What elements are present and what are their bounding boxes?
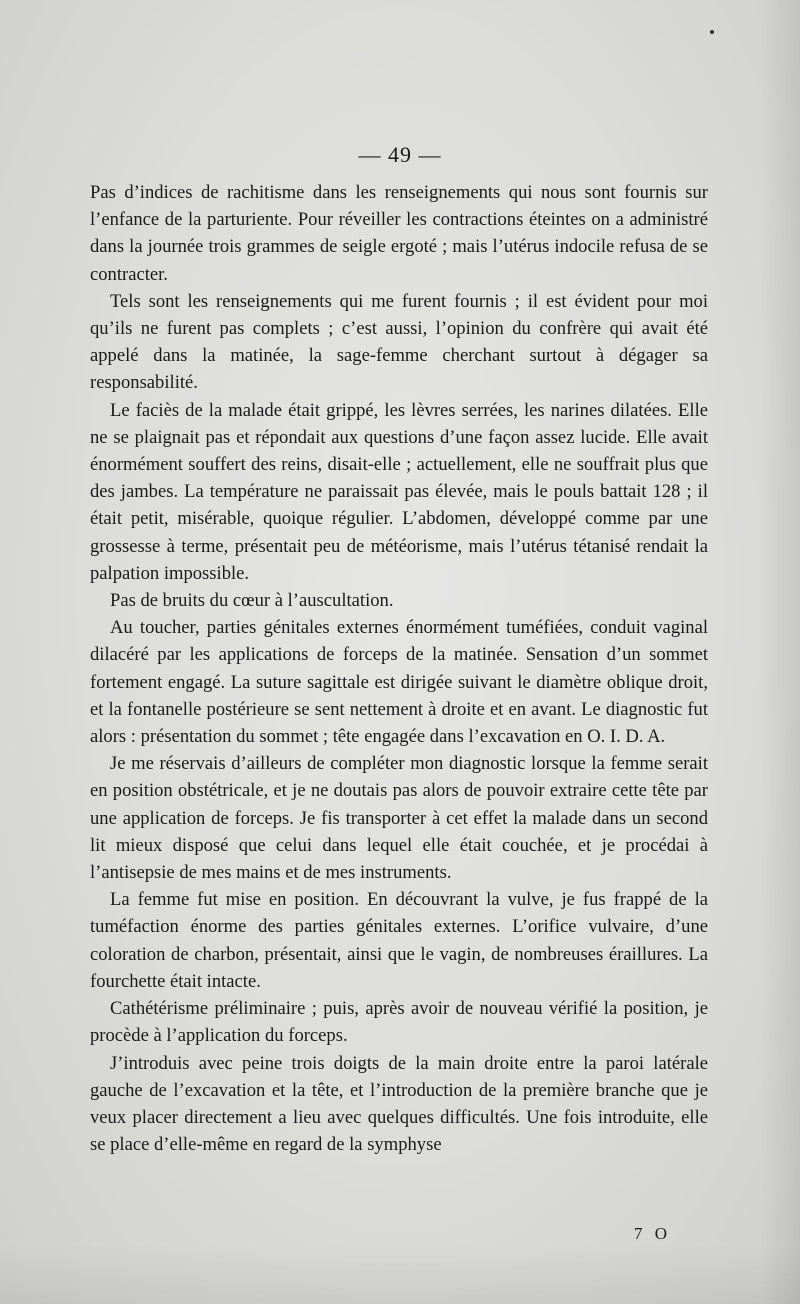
- paragraph-1: Pas d’indices de rachitisme dans les renseignements qui nous sont fournis sur l’enfance de la parturiente. Pour réveiller les contractions éteintes on a administré dans la journée trois grammes de seigle ergoté ; mais l’utérus indocile refusa de se contracter.: [90, 182, 708, 285]
- paragraph-3: Le faciès de la malade était grippé, les lèvres serrées, les narines dilatées. Elle ne se plaignait pas et répondait aux questions d’une façon assez lucide. Elle avait énormément souffert des reins, disait-elle ; actuellement, elle ne souffrait plus que des jambes. La température ne paraissait pas élevée, mais le pouls battait 128 ; il était petit, misérable, quoique régulier. L’abdomen, développé comme par une grossesse à terme, présentait peu de météorisme, mais l’utérus tétanisé rendait la palpation impossible.: [90, 399, 708, 584]
- paragraph-5: Au toucher, parties génitales externes énormément tuméfiées, conduit vaginal dilacéré par les applications de forceps de la matinée. Sensation d’un sommet fortement engagé. La suture sagittale est dirigée suivant le diamètre oblique droit, et la fontanelle postérieure se sent nettement à droite et en avant. Le diagnostic fut alors : présentation du sommet ; tête engagée dans l’excavation en O. I. D. A.: [90, 617, 708, 748]
- paragraph-6: Je me réservais d’ailleurs de compléter mon diagnostic lorsque la femme serait en position obstétricale, et je ne doutais pas alors de pouvoir extraire cette tête par une application de forceps. Je fis transporter à cet effet la malade dans un second lit mieux disposé que celui dans lequel elle était couchée, et je procédai à l’antisepsie de mes mains et de mes instruments.: [90, 753, 708, 884]
- page-number-header: — 49 —: [358, 142, 442, 167]
- paragraph-9: J’introduis avec peine trois doigts de la main droite entre la paroi latérale gauche de l’excavation et la tête, et l’introduction de la première branche que je veux placer directement a lieu avec quelques difficultés. Une fois introduite, elle se place d’elle-même en regard de la symphyse: [90, 1052, 708, 1156]
- paragraph-8: Cathétérisme préliminaire ; puis, après avoir de nouveau vérifié la position, je procède à l’application du forceps.: [90, 998, 708, 1047]
- body-text: [90, 179, 708, 1158]
- paragraph-2: Tels sont les renseignements qui me furent fournis ; il est évident pour moi qu’ils ne furent pas complets ; c’est aussi, l’opinion du confrère qui avait été appelé dans la matinée, la sage-femme cherchant surtout à dégager sa responsabilité.: [90, 290, 708, 394]
- ink-speck: [710, 30, 714, 34]
- page-edge-shadow: [760, 0, 800, 1304]
- page-bottom-shadow: [0, 1244, 800, 1304]
- signature-mark: 7 O: [634, 1224, 672, 1243]
- paragraph-4: Pas de bruits du cœur à l’auscultation.: [110, 590, 394, 612]
- paragraph-7: La femme fut mise en position. En découvrant la vulve, je fus frappé de la tuméfaction énorme des parties génitales externes. L’orifice vulvaire, d’une coloration de charbon, présentait, ainsi que le vagin, de nombreuses éraillures. La fourchette était intacte.: [90, 889, 708, 992]
